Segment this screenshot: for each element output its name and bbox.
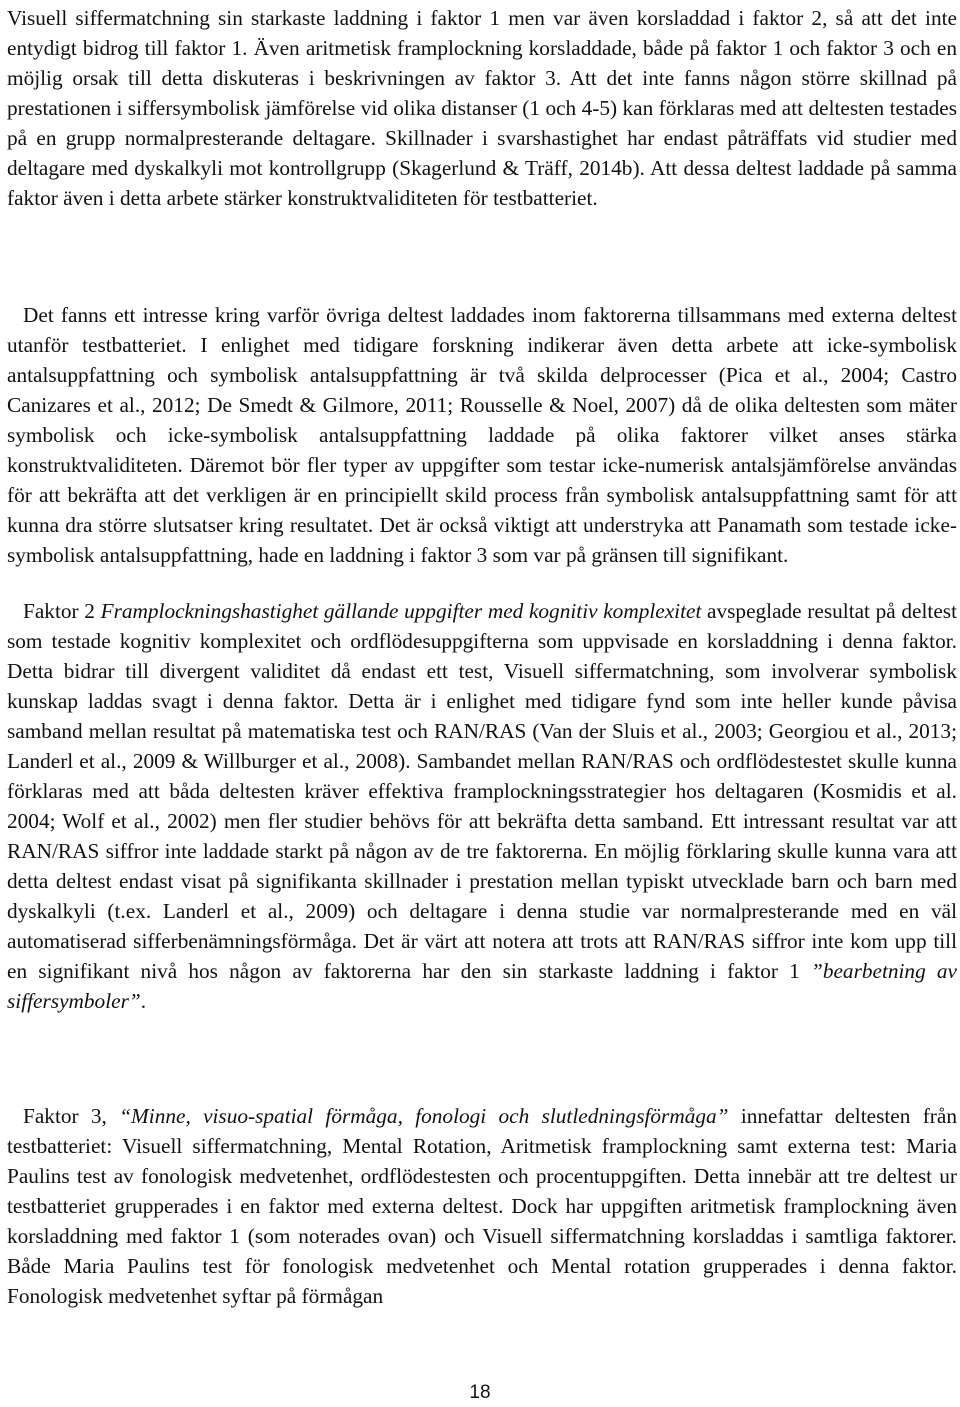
page-number: 18 (469, 1382, 491, 1403)
paragraph-3-text: avspeglade resultat på deltest som testade kognitiv komplexitet och ordflödesuppgifterna som uppvisade en korsladdning i denna faktor. Detta bidrar till divergent validitet då endast ett test, Visuell siffermatchning, som involverar symbolisk kunskap laddas svagt i denna faktor. Detta är i enlighet med tidigare fynd som inte heller kunde påvisa samband mellan resultat på matematiska test och RAN/RAS (Van der Sluis et al., 2003; Georgiou et al., 2013; Landerl et al., 2009 & Willburger et al., 2008). Sambandet mellan RAN/RAS och ordflödestestet skulle kunna förklaras med att båda deltesten kräver effektiva framplockningsstrategier hos deltagaren (Kosmidis et al. 2004; Wolf et al., 2002) men fler studier behövs för att bekräfta detta samband. Ett intressant resultat var att RAN/RAS siffror inte laddade starkt på någon av de tre faktorerna. En möjlig förklaring skulle kunna vara att detta deltest endast visat på signifikanta skillnader i prestation mellan typiskt utvecklade barn och barn med dyskalkyli (t.ex. Landerl et al., 2009) och deltagare i denna studie var normalpresterande med en väl automatiserad sifferbenämningsförmåga. Det är värt att notera att trots att RAN/RAS siffror inte kom upp till en signifikant nivå hos någon av faktorerna har den sin starkaste laddning i faktor 1 (7, 599, 957, 983)
paragraph-4-lead: Faktor 3, (23, 1104, 120, 1128)
paragraph-3 (7, 596, 957, 1016)
paragraph-4-text: innefattar deltesten från testbatteriet: Visuell siffermatchning, Mental Rotation, Aritmetisk framplockning samt externa test: Maria Paulins test av fonologisk medvetenhet, ordflödestesten och procentuppgiften. Detta innebär att tre deltest ur testbatteriet grupperades i en faktor med externa deltest. Dock har uppgiften aritmetisk framplockning även korsladdning med faktor 1 (som noterades ovan) och Visuell siffermatchning korsladdas i samtliga faktorer. Både Maria Paulins test för fonologisk medvetenhet och Mental rotation grupperades i denna faktor. Fonologisk medvetenhet syftar på förmågan (7, 1104, 957, 1308)
paragraph-4 (7, 1101, 957, 1311)
paragraph-2-text: Det fanns ett intresse kring varför övriga deltest laddades inom faktorerna tillsammans med externa deltest utanför testbatteriet. I enlighet med tidigare forskning indikerar även detta arbete att icke-symbolisk antalsuppfattning och symbolisk antalsuppfattning är två skilda delprocesser (Pica et al., 2004; Castro Canizares et al., 2012; De Smedt & Gilmore, 2011; Rousselle & Noel, 2007) då de olika deltesten som mäter symbolisk och icke-symbolisk antalsuppfattning laddade på olika faktorer vilket anses stärka konstruktvaliditeten. Däremot bör fler typer av uppgifter som testar icke-numerisk antalsjämförelse användas för att bekräfta att det verkligen är en principiellt skild process från symbolisk antalsuppfattning samt för att kunna dra större slutsatser kring resultatet. Det är också viktigt att understryka att Panamath som testade icke-symbolisk antalsuppfattning, hade en laddning i faktor 3 som var på gränsen till signifikant. (7, 303, 957, 567)
paragraph-2 (7, 300, 957, 570)
paragraph-3-lead: Faktor 2 (23, 599, 101, 623)
paragraph-1-text: Visuell siffermatchning sin starkaste laddning i faktor 1 men var även korsladdad i faktor 2, så att det inte entydigt bidrog till faktor 1. Även aritmetisk framplockning korsladdade, både på faktor 1 och faktor 3 och en möjlig orsak till detta diskuteras i beskrivningen av faktor 3. Att det inte fanns någon större skillnad på prestationen i siffersymbolisk jämförelse vid olika distanser (1 och 4-5) kan förklaras med att deltesten testades på en grupp normalpresterande deltagare. Skillnader i svarshastighet har endast påträffats vid studier med deltagare med dyskalkyli mot kontrollgrupp (Skagerlund & Träff, 2014b). Att dessa deltest laddade på samma faktor även i detta arbete stärker konstruktvaliditeten för testbatteriet. (7, 6, 957, 210)
factor-3-title: “Minne, visuo-spatial förmåga, fonologi och slutledningsförmåga” (119, 1104, 729, 1128)
paragraph-1 (7, 3, 957, 213)
paragraph-3-tail: . (140, 989, 147, 1013)
factor-1-name: ”bearbetning av siffersymboler” (7, 959, 958, 1013)
factor-2-title: Framplockningshastighet gällande uppgifter med kognitiv komplexitet (100, 599, 702, 623)
